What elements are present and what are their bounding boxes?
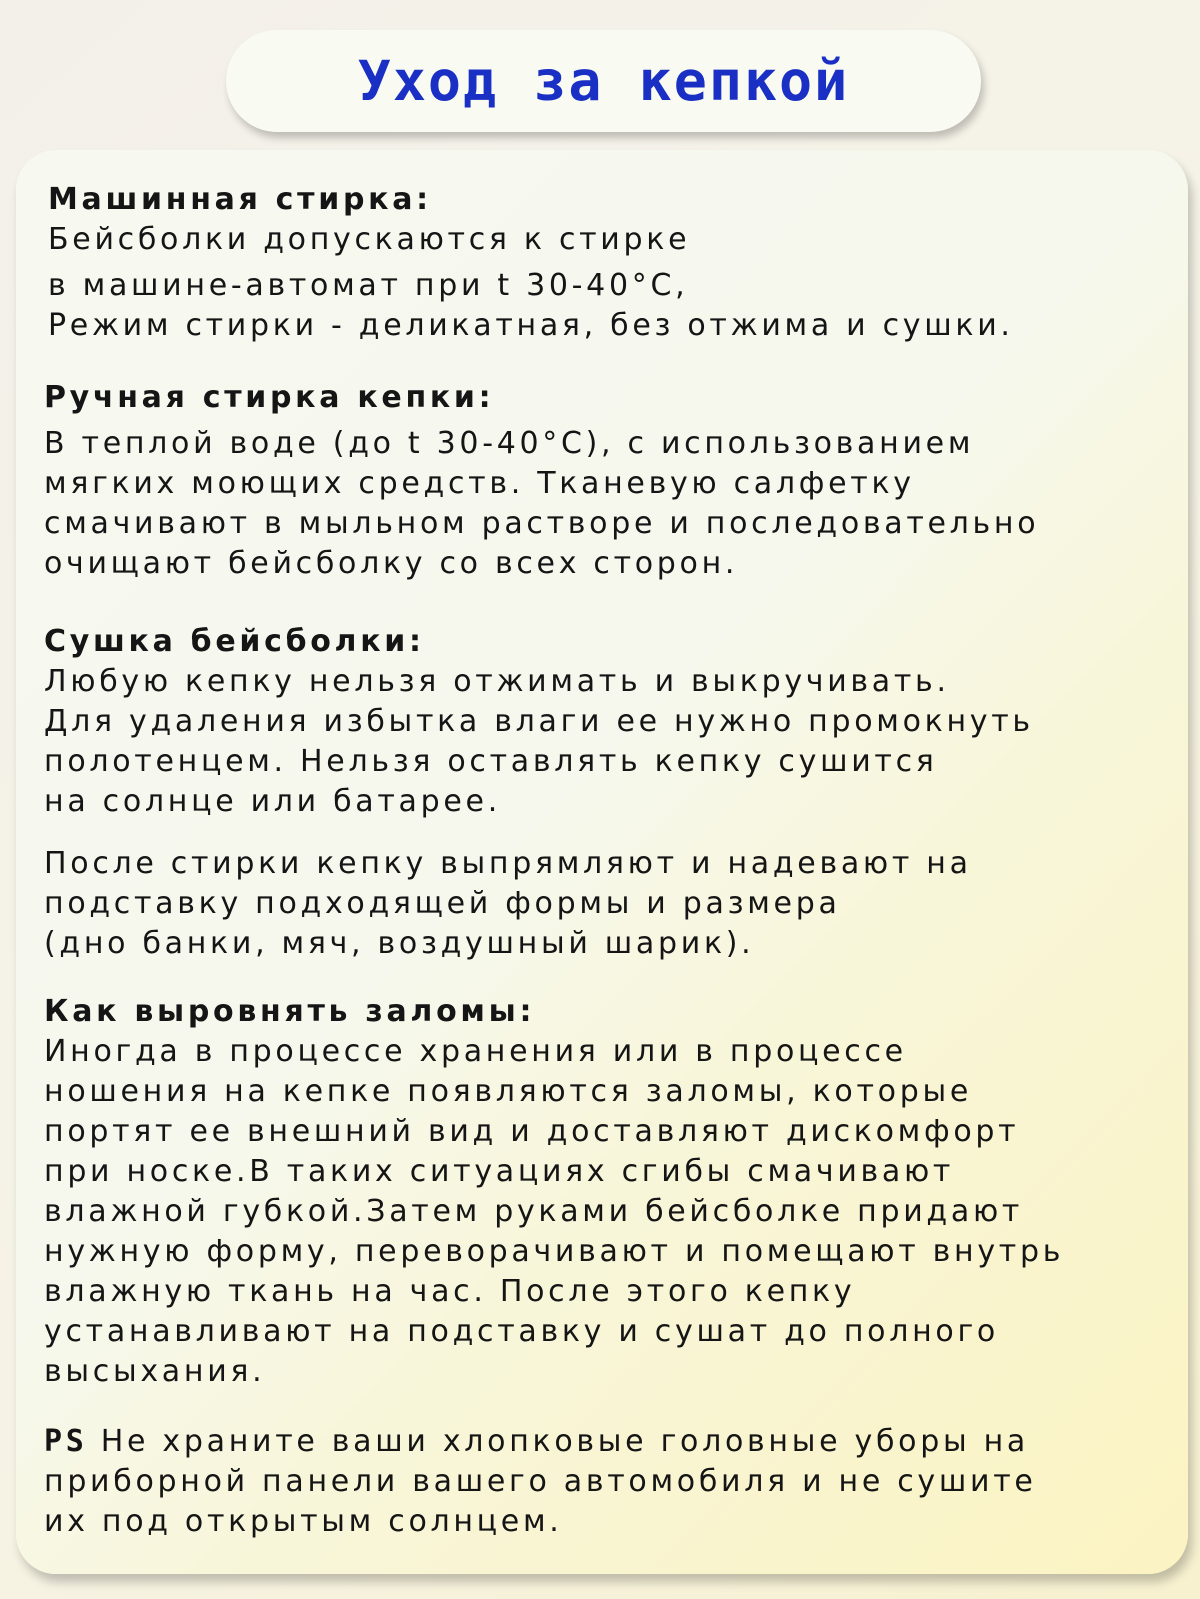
ps-label: PS <box>44 1424 88 1459</box>
section-line: очищают бейсболку со всех сторон. <box>44 546 739 581</box>
section-heading: Ручная стирка кепки: <box>44 380 495 415</box>
section-heading: Как выровнять заломы: <box>44 994 536 1029</box>
section-line: на солнце или батарее. <box>44 784 501 819</box>
section-line: Режим стирки - деликатная, без отжима и сушки. <box>48 308 1014 343</box>
section-line: влажную ткань на час. После этого кепку <box>44 1274 856 1309</box>
section-creases <box>44 992 1158 1392</box>
section-line: влажной губкой.Затем руками бейсболке придают <box>44 1194 1024 1229</box>
section-line: (дно банки, мяч, воздушный шарик). <box>44 926 755 961</box>
section-line: портят ее внешний вид и доставляют дискомфорт <box>44 1114 1020 1149</box>
section-line: полотенцем. Нельзя оставлять кепку сушится <box>44 744 938 779</box>
section-line: После стирки кепку выпрямляют и надевают на <box>44 846 972 881</box>
care-instructions-card <box>16 150 1188 1574</box>
title-banner <box>226 30 981 132</box>
ps-line: Не храните ваши хлопковые головные уборы на <box>100 1424 1029 1459</box>
section-line: Иногда в процессе хранения или в процессе <box>44 1034 907 1069</box>
section-line: нужную форму, переворачивают и помещают внутрь <box>44 1234 1065 1269</box>
section-line: мягких моющих средств. Тканевую салфетку <box>44 466 915 501</box>
section-hand-wash <box>44 378 1158 584</box>
section-heading: Машинная стирка: <box>48 182 432 217</box>
ps-line: их под открытым солнцем. <box>44 1504 563 1539</box>
ps-first-line <box>44 1422 1158 1462</box>
section-after-wash <box>44 844 1158 964</box>
section-line: высыхания. <box>44 1354 266 1389</box>
section-line: В теплой воде (до t 30-40°C), с использованием <box>44 426 975 461</box>
section-line: подставку подходящей формы и размера <box>44 886 841 921</box>
section-line: устанавливают на подставку и сушат до полного <box>44 1314 999 1349</box>
section-drying <box>44 622 1158 822</box>
section-machine-wash <box>48 180 1158 346</box>
section-line: при носке.В таких ситуациях сгибы смачивают <box>44 1154 955 1189</box>
section-heading: Сушка бейсболки: <box>44 624 425 659</box>
section-line: Для удаления избытка влаги ее нужно промокнуть <box>44 704 1034 739</box>
section-line: Бейсболки допускаются к стирке <box>48 222 691 257</box>
section-line: смачивают в мыльном растворе и последовательно <box>44 506 1040 541</box>
ps-line: приборной панели вашего автомобиля и не сушите <box>44 1464 1037 1499</box>
section-line: Любую кепку нельзя отжимать и выкручивать. <box>44 664 950 699</box>
card-content <box>44 180 1158 1542</box>
section-ps-note <box>44 1422 1158 1542</box>
section-line: в машине-автомат при t 30-40°C, <box>48 268 689 303</box>
section-line: ношения на кепке появляются заломы, которые <box>44 1074 972 1109</box>
page-title: Уход за кепкой <box>357 48 850 113</box>
